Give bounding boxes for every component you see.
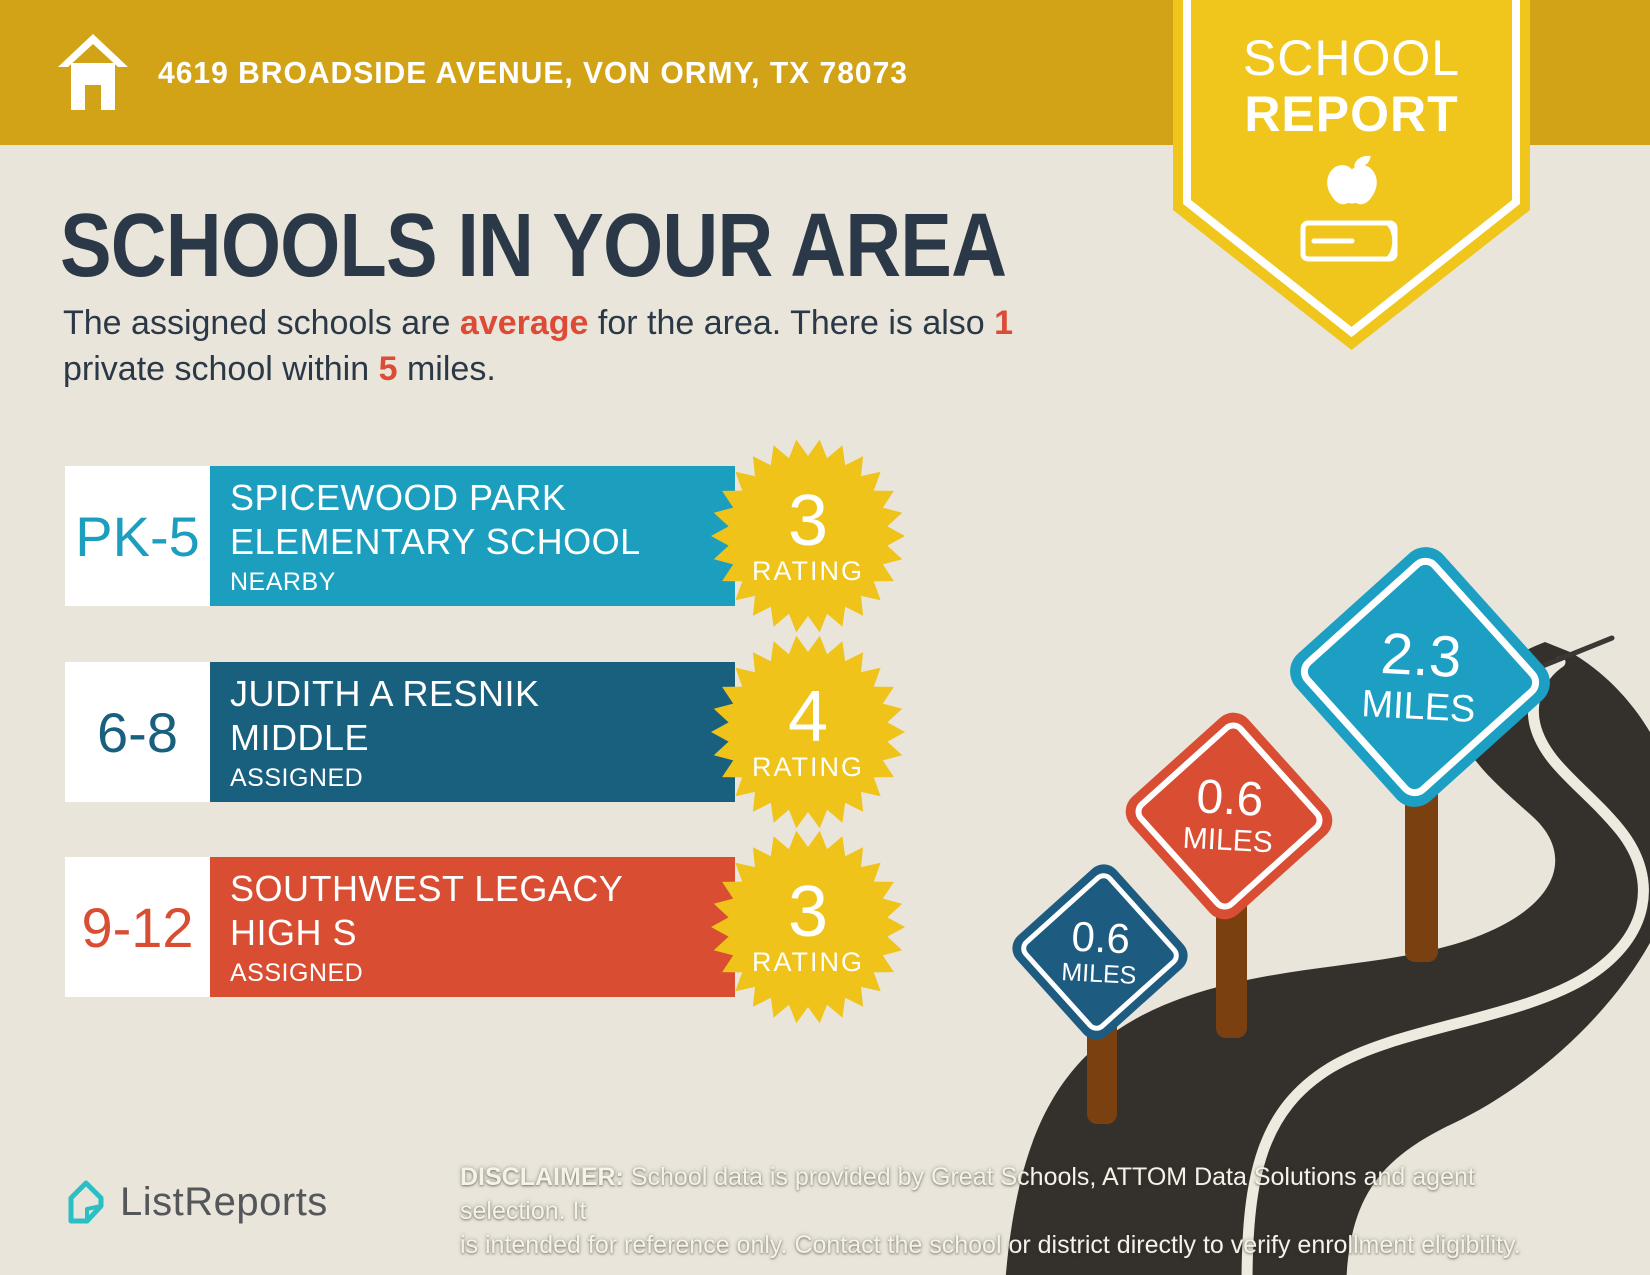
- disclaimer-line1: School data is provided by Great Schools, ATTOM Data Solutions and agent selection. It: [460, 1163, 1475, 1225]
- listreports-house-icon: [66, 1178, 106, 1226]
- badge-line2: REPORT: [1244, 86, 1459, 142]
- school-name-line2: ELEMENTARY SCHOOL: [230, 520, 641, 562]
- distance-sign-high: [1146, 733, 1312, 899]
- grade-range: 9-12: [65, 857, 210, 997]
- school-tag: NEARBY: [230, 567, 336, 596]
- badge-line1: SCHOOL: [1242, 30, 1461, 86]
- sign-distance: 0.6: [1070, 912, 1132, 963]
- rating-label: RATING: [752, 947, 864, 977]
- sign-text: [1316, 573, 1524, 781]
- page-title: SCHOOLS IN YOUR AREA: [60, 196, 1007, 296]
- sign-distance: 0.6: [1195, 770, 1265, 827]
- property-address: 4619 BROADSIDE AVENUE, VON ORMY, TX 78073: [158, 54, 908, 90]
- sign-unit: MILES: [1360, 683, 1477, 731]
- school-name-line1: SOUTHWEST LEGACY: [230, 867, 624, 909]
- sign-text: [1030, 882, 1171, 1023]
- rating-value: 4: [787, 677, 829, 757]
- listreports-wordmark: ListReports: [120, 1179, 328, 1224]
- disclaimer-line2: is intended for reference only. Contact the school or district directly to verify enrollment eligibility.: [460, 1231, 1521, 1259]
- sign-text: [1146, 733, 1312, 899]
- disclaimer-text: [460, 1160, 1530, 1262]
- distance-sign-elementary: [1316, 573, 1524, 781]
- sign-unit: MILES: [1060, 958, 1138, 990]
- sign-distance: 2.3: [1379, 620, 1464, 691]
- rating-label: RATING: [752, 556, 864, 586]
- disclaimer-label: DISCLAIMER:: [460, 1163, 624, 1191]
- grade-range: 6-8: [65, 662, 210, 802]
- rating-label: RATING: [752, 752, 864, 782]
- school-tag: ASSIGNED: [230, 763, 364, 792]
- grade-range: PK-5: [65, 466, 210, 606]
- footer: [0, 1160, 1650, 1275]
- school-name-line1: SPICEWOOD PARK: [230, 476, 567, 518]
- rating-value: 3: [787, 481, 829, 561]
- school-name-line1: JUDITH A RESNIK: [230, 672, 540, 714]
- distance-sign-middle: [1030, 882, 1171, 1023]
- sign-unit: MILES: [1181, 821, 1274, 860]
- intro-line2-pre: private school within: [63, 350, 379, 388]
- school-name-line2: HIGH S: [230, 911, 358, 953]
- intro-highlight-count: 1: [994, 304, 1014, 342]
- intro-highlight-average: average: [459, 304, 589, 342]
- intro-highlight-miles: 5: [378, 350, 398, 388]
- intro-line2-post: miles.: [397, 350, 496, 388]
- rating-value: 3: [787, 872, 829, 952]
- school-name-line2: MIDDLE: [230, 716, 370, 758]
- intro-line1-pre: The assigned schools are: [63, 304, 460, 342]
- intro-line1-mid: for the area. There is also: [588, 304, 995, 342]
- school-tag: ASSIGNED: [230, 958, 364, 987]
- listreports-logo: [66, 1178, 328, 1226]
